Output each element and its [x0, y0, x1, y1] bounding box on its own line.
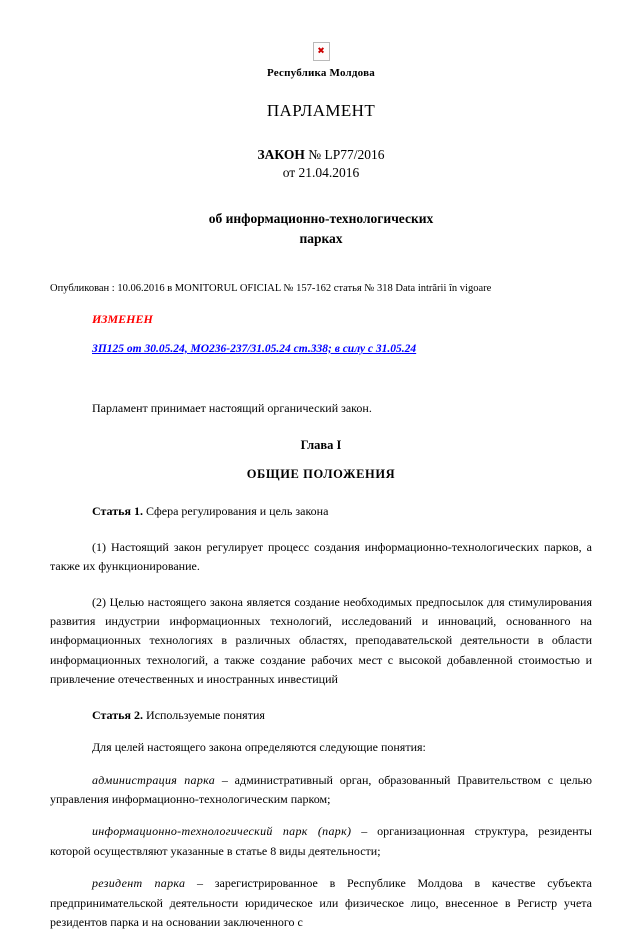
definition-term-2: информационно-технологический парк (парк)	[92, 824, 352, 839]
republic-name: Республика Молдова	[267, 67, 375, 79]
document-title	[50, 209, 592, 248]
broken-image-icon	[313, 42, 330, 61]
article-1-label: Статья 1.	[92, 504, 143, 519]
law-date: от 21.04.2016	[282, 165, 360, 180]
coat-of-arms-image	[50, 42, 592, 61]
publication-metadata: Опубликован : 10.06.2016 в MONITORUL OFICIAL № 157-162 статья № 318 Data intrării în vigoare	[50, 283, 492, 295]
article-2-label: Статья 2.	[92, 707, 143, 722]
article-1-paragraph-2: (2) Целью настоящего закона является создание необходимых предпосылок для стимулирования развития индустрии информационных технологий, исследований и инноваций, основанного на информационных технологиях в различных областях, преподавательской деятельности в области информационных технологий, а также создание рабочих мест с высокой добавленной стоимостью и привлечение отечественных и иностранных инвестиций	[50, 594, 592, 687]
broken-image-glyph: ✖	[317, 46, 325, 56]
document-title-line-2: парках	[299, 230, 343, 246]
definition-body-3: – зарегистрированное в Республике Молдова в качестве субъекта предпринимательской деятельности юридическое или физическое лицо, внесенное в Регистр учета резидентов парка и на основании заключенного с	[50, 876, 592, 930]
document-title-line-1: об информационно-технологических	[208, 211, 434, 226]
law-number-line	[50, 147, 592, 163]
definition-it-park	[50, 822, 592, 861]
definition-body-2: – организационная структура, резиденты которой осуществляют указанные в статье 8 виды деятельности;	[50, 824, 592, 858]
chapter-number: Глава I	[300, 438, 342, 453]
chapter-title: ОБЩИЕ ПОЛОЖЕНИЯ	[246, 467, 396, 482]
article-2-title: Используемые понятия	[142, 707, 265, 722]
article-1-heading	[50, 502, 592, 521]
definition-body-1: – административный орган, образованный Правительством с целью управления информационно-технологическим парком;	[50, 772, 592, 807]
article-2-lead-in: Для целей настоящего закона определяются следующие понятия:	[92, 740, 426, 755]
definition-park-administration	[50, 771, 592, 810]
definition-park-resident	[50, 874, 592, 932]
definition-term-1: администрация парка	[92, 772, 216, 787]
article-1-paragraph-1: (1) Настоящий закон регулирует процесс создания информационно-технологических парков, а также их функционирование.	[50, 539, 592, 574]
article-1-title: Сфера регулирования и цель закона	[142, 504, 329, 519]
article-2-heading	[50, 706, 592, 725]
law-number: № LP77/2016	[308, 147, 385, 162]
law-label: ЗАКОН	[257, 147, 305, 162]
preamble-paragraph: Парламент принимает настоящий органический закон.	[92, 400, 372, 415]
institution-name: ПАРЛАМЕНТ	[266, 101, 376, 120]
definition-term-3: резидент парка	[92, 876, 186, 891]
amendment-status-badge: ИЗМЕНЕН	[92, 311, 153, 326]
amendment-reference-link[interactable]: ЗП125 от 30.05.24, МО236-237/31.05.24 ст.338; в силу с 31.05.24	[92, 342, 417, 355]
